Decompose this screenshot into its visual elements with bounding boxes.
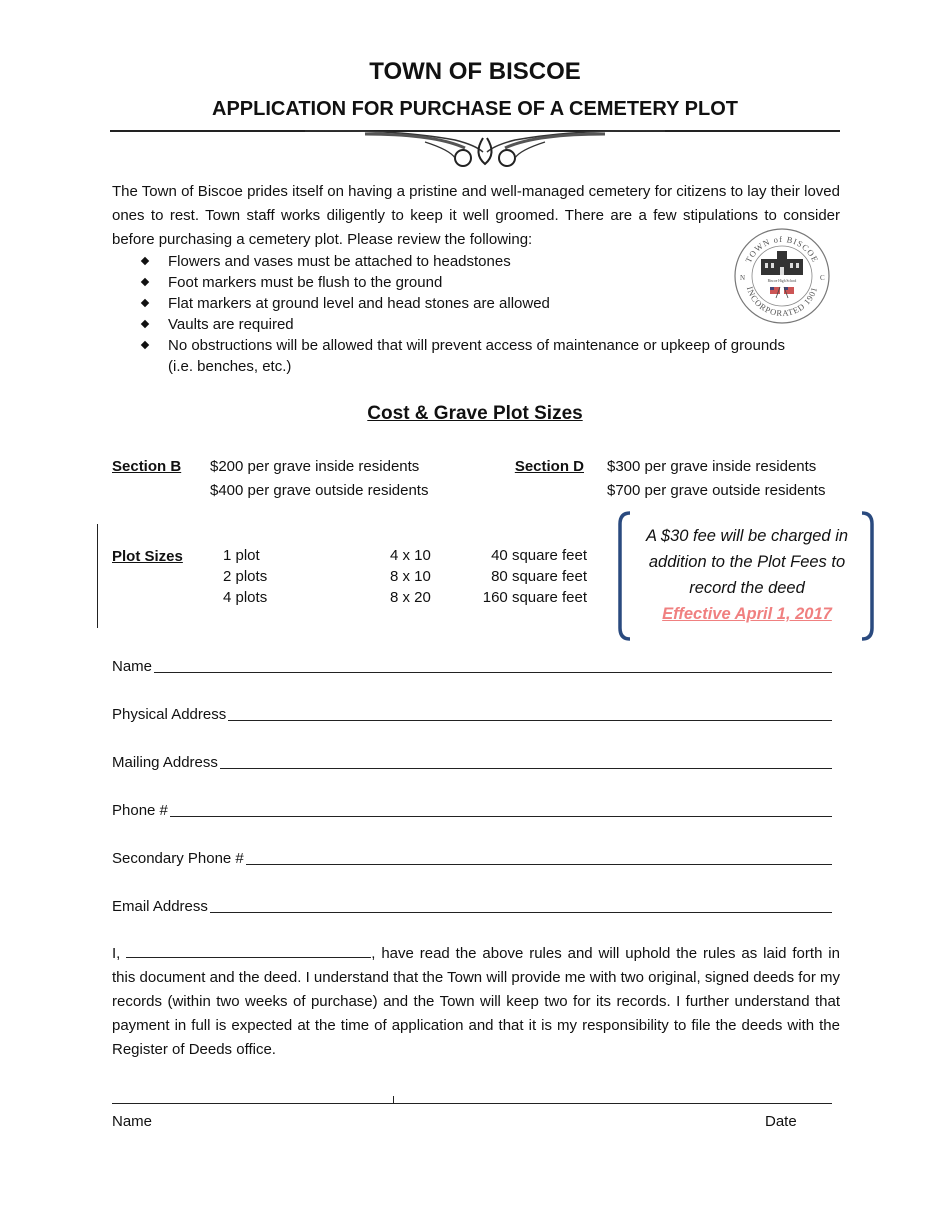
list-item: Foot markers must be flush to the ground [112, 272, 832, 293]
agreement-paragraph [112, 942, 840, 1062]
name-field[interactable] [112, 655, 832, 679]
page-title: TOWN OF BISCOE [369, 58, 581, 85]
physical-address-label: Physical Address [112, 706, 227, 723]
margin-bar [97, 524, 98, 628]
svg-text:C: C [820, 274, 825, 282]
town-seal-icon [732, 226, 832, 326]
mailing-address-field[interactable] [112, 751, 832, 775]
cost-heading: Cost & Grave Plot Sizes [367, 403, 583, 424]
email-field[interactable] [112, 895, 832, 919]
plot-name: 1 plot [223, 547, 260, 564]
name-input-line[interactable] [154, 655, 832, 673]
list-item: Vaults are required [112, 314, 832, 335]
email-label: Email Address [112, 898, 208, 915]
section-d-inside: $300 per grave inside residents [607, 458, 817, 475]
mailing-address-label: Mailing Address [112, 754, 218, 771]
plot-names [223, 545, 267, 608]
list-item-continuation: (i.e. benches, etc.) [168, 358, 292, 375]
section-b-label: Section B [112, 458, 182, 475]
intro-paragraph: The Town of Biscoe prides itself on having a pristine and well-managed cemetery for citizens to lay their loved ones to rest. Town staff works diligently to keep it well groomed. There are a few stipulations to consider before purchasing a cemetery plot. Please review the following: [112, 183, 840, 248]
section-b-inside: $200 per grave inside residents [210, 458, 420, 475]
flourish-ornament-icon [305, 128, 665, 172]
list-item: Flat markers at ground level and head stones are allowed [112, 293, 832, 314]
plot-sizes-label: Plot Sizes [112, 548, 183, 565]
fee-note-line: record the deed [689, 579, 805, 597]
name-label: Name [112, 658, 153, 675]
mailing-address-input-line[interactable] [220, 751, 832, 769]
bullet-diamond-icon [141, 278, 149, 286]
phone-label: Phone # [112, 802, 168, 819]
plot-area: 160 square feet [482, 589, 587, 606]
bullet-diamond-icon [141, 257, 149, 265]
page-subtitle: APPLICATION FOR PURCHASE OF A CEMETERY PLOT [212, 98, 738, 120]
plot-dimensions [390, 545, 431, 608]
plot-area: 40 square feet [491, 547, 587, 564]
secondary-phone-field[interactable] [112, 847, 832, 871]
fee-note-line: addition to the Plot Fees to [648, 553, 846, 571]
secondary-phone-label: Secondary Phone # [112, 850, 244, 867]
fee-note [628, 523, 866, 627]
svg-text:N: N [740, 274, 746, 282]
agreement-prefix: I, [112, 945, 121, 962]
svg-text:Biscoe High School: Biscoe High School [767, 279, 797, 283]
physical-address-field[interactable] [112, 703, 832, 727]
stipulations-list [112, 251, 832, 377]
plot-areas [470, 545, 587, 608]
physical-address-input-line[interactable] [228, 703, 832, 721]
section-d-label: Section D [514, 458, 584, 475]
signature-line[interactable] [112, 1103, 832, 1104]
list-item: No obstructions will be allowed that will prevent access of maintenance or upkeep of grounds [112, 335, 832, 356]
section-d-outside: $700 per grave outside residents [607, 482, 826, 499]
secondary-phone-input-line[interactable] [246, 847, 832, 865]
svg-text:TOWN of BISCOE: TOWN of BISCOE [743, 233, 821, 265]
agreement-text: , have read the above rules and will uphold the rules as laid forth in this document and the deed. I understand that the Town will provide me with two original, signed deeds for my records (within two weeks of purchase) and the Town will keep two for its records. I further understand that payment in full is expected at the time of application and that it is my responsibility to file the deeds with the Register of Deeds office. [112, 945, 840, 1058]
phone-input-line[interactable] [170, 799, 832, 817]
agreement-name-blank[interactable] [126, 942, 371, 958]
section-b-outside: $400 per grave outside residents [210, 482, 429, 499]
fee-note-line: A $30 fee will be charged in [645, 527, 849, 545]
phone-field[interactable] [112, 799, 832, 823]
email-input-line[interactable] [210, 895, 832, 913]
bullet-diamond-icon [141, 299, 149, 307]
plot-dims: 8 x 20 [390, 589, 431, 606]
signature-divider [393, 1096, 394, 1104]
plot-name: 4 plots [223, 589, 268, 606]
list-item: Flowers and vases must be attached to headstones [112, 251, 832, 272]
bullet-diamond-icon [141, 341, 149, 349]
plot-area: 80 square feet [491, 568, 587, 585]
plot-name: 2 plots [223, 568, 268, 585]
plot-dims: 8 x 10 [390, 568, 431, 585]
fee-effective-date: Effective April 1, 2017 [662, 605, 832, 623]
bullet-diamond-icon [141, 320, 149, 328]
plot-dims: 4 x 10 [390, 547, 431, 564]
signature-date-label: Date [765, 1113, 797, 1130]
signature-name-label: Name [112, 1113, 153, 1130]
svg-text:INCORPORATED 1901: INCORPORATED 1901 [744, 285, 820, 319]
